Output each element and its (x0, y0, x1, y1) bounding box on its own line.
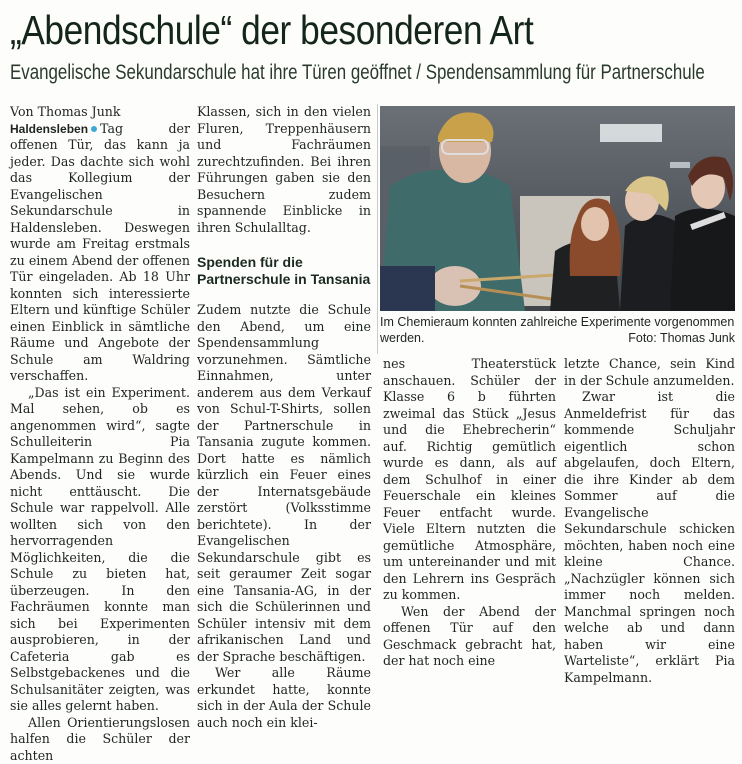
paragraph: Zudem nutzte die Schule den Abend, um eine Spendensammlung vorzunehmen. Sämtliche Einnahmen, unter anderem aus dem Verkauf von Schul-T-Shirts, sollen der Partnerschule in Tansania zugute kommen. Dort hatte es nämlich kürzlich ein Feuer eines der Internatsgebäude zerstört (Volksstimme berichtete). In der Evangelischen Sekundarschule gibt es seit geraumer Zeit sogar eine Tansania-AG, in der sich die Schülerinnen und Schüler intensiv mit dem afrikanischen Land und der Sprache beschäftigen. (197, 302, 371, 665)
article-column-1 (10, 104, 190, 764)
caption-text: Im Chemieraum konnten zahlreiche Experimente vorgenommen werden. (380, 315, 734, 345)
article-subheadline: Evangelische Sekundarschule hat ihre Türen geöffnet / Spendensammlung für Partnerschule (10, 60, 705, 86)
article-column-4 (564, 356, 735, 686)
paragraph: Wen der Abend der offenen Tür auf den Geschmack gebracht hat, der hat noch eine (383, 604, 556, 670)
paragraph: letzte Chance, sein Kind in der Schule anzumelden. (564, 356, 735, 389)
lead-text: Tag der offenen Tür, das kann ja jeder. Das dachte sich wohl das Kollegium der Evangelischen Sekundarschule in Haldensleben. Deswegen wurde am Freitag erstmals zu einem Abend der offenen Tür eingeladen. Ab 18 Uhr konnten sich interessierte Eltern und künftige Schüler einen Einblick in sämtliche Räume und Angebote der Schule am Waldring verschaffen. (10, 121, 190, 384)
paragraph: Zwar ist die Anmeldefrist für das kommende Schuljahr eigentlich schon abgelaufen, doch Eltern, die ihre Kinder ab dem Sommer auf die Evangelische Sekundarschule schicken möchten, haben noch eine kleine Chance. „Nachzügler können sich immer noch melden. Manchmal springen noch welche ab und dann haben wir eine Warteliste“, erklärt Pia Kampelmann. (564, 389, 735, 686)
lead-paragraph (10, 121, 190, 385)
photo-caption (380, 315, 735, 346)
paragraph: „Das ist ein Experiment. Mal sehen, ob es angenommen wird“, sagte Schulleiterin Pia Kampelmann zu Beginn des Abends. Und sie wurde nicht enttäuscht. Die Schule war rappelvoll. Alle wollten sich von den hervorragenden Möglichkeiten, die die Schule zu bieten hat, überzeugen. In den Fachräumen konnte man sich bei Experimenten ausprobieren, in der Cafeteria gab es Selbstgebackenes und die Schulsanitäter zeigten, was sie alles gelernt haben. (10, 385, 190, 715)
chemistry-room-photo-icon (380, 106, 735, 311)
paragraph: Klassen, sich in den vielen Fluren, Treppenhäusern und Fachräumen zurechtzufinden. Bei ihren Führungen gaben sie den Besuchern zudem spannende Einblicke in ihren Schulalltag. (197, 104, 371, 236)
dateline: Haldensleben (10, 122, 88, 136)
byline: Von Thomas Junk (10, 104, 190, 121)
section-subheading: Spenden für die Partnerschule in Tansania (197, 254, 371, 288)
article-headline: „Abendschule“ der besonderen Art (10, 6, 533, 54)
article-photo (380, 106, 735, 311)
paragraph: Allen Orientierungslosen halfen die Schüler der achten (10, 715, 190, 764)
paragraph: nes Theaterstück anschauen. Schüler der Klasse 6 b führten zweimal das Stück „Jesus und die Ehebrecherin“ auf. Richtig gemütlich wurde es dann, als auf dem Schulhof in einer Feuerschale ein kleines Feuer entfacht wurde. Viele Eltern nutzten die gemütliche Atmosphäre, um untereinander und mit den Lehrern ins Gespräch zu kommen. (383, 356, 556, 604)
paragraph: Wer alle Räume erkundet hatte, konnte sich in der Aula der Schule auch noch ein klei- (197, 665, 371, 731)
column-divider (377, 104, 378, 354)
photo-credit: Foto: Thomas Junk (628, 331, 735, 347)
bullet-dot-icon (91, 126, 97, 132)
article-column-2 (197, 104, 371, 731)
article-column-3 (383, 356, 556, 670)
